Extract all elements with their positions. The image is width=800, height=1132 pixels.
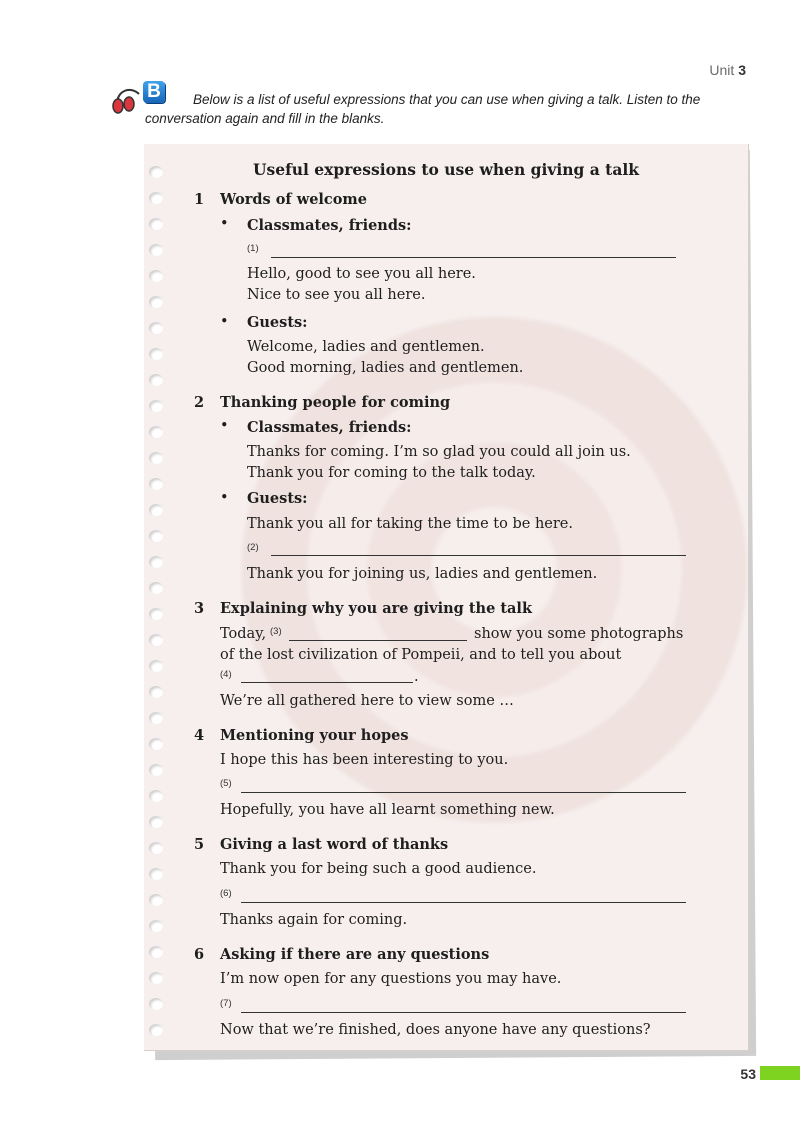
section-number: 2 bbox=[194, 394, 205, 411]
expression-line: I’m now open for any questions you may have. bbox=[220, 971, 562, 987]
punch-hole bbox=[149, 582, 163, 594]
expression-line: Thank you for coming to the talk today. bbox=[247, 465, 536, 481]
punch-hole bbox=[149, 504, 163, 516]
page-number: 53 bbox=[740, 1066, 756, 1082]
blank-1[interactable] bbox=[271, 257, 676, 258]
punch-hole bbox=[149, 738, 163, 750]
punch-hole bbox=[149, 400, 163, 412]
punch-hole bbox=[149, 218, 163, 230]
punch-hole bbox=[149, 348, 163, 360]
section-number: 1 bbox=[194, 191, 205, 208]
expression-line: Thank you all for taking the time to be here. bbox=[247, 516, 573, 532]
punch-hole bbox=[149, 894, 163, 906]
card-heading: Useful expressions to use when giving a talk bbox=[252, 160, 640, 179]
expression-line: Hopefully, you have all learnt something new. bbox=[220, 802, 555, 818]
task-instruction: Below is a list of useful expressions that you can use when giving a talk. Listen to the conversation again and fill in the blanks. bbox=[145, 92, 701, 126]
expression-line: of the lost civilization of Pompeii, and to tell you about bbox=[220, 647, 622, 663]
blank-label: (2) bbox=[247, 542, 259, 553]
punch-hole bbox=[149, 842, 163, 854]
blank-4[interactable] bbox=[241, 682, 413, 683]
blank-6[interactable] bbox=[241, 902, 686, 903]
expression-line: Welcome, ladies and gentlemen. bbox=[247, 339, 485, 355]
punch-hole bbox=[149, 270, 163, 282]
punch-hole bbox=[149, 868, 163, 880]
bullet-icon: • bbox=[220, 418, 229, 434]
punch-hole bbox=[149, 608, 163, 620]
period: . bbox=[414, 669, 419, 685]
bullet-label: Classmates, friends: bbox=[247, 419, 412, 436]
bullet-icon: • bbox=[220, 314, 229, 330]
punch-hole bbox=[149, 322, 163, 334]
section-title: Asking if there are any questions bbox=[220, 946, 490, 963]
section-letter-badge: B bbox=[143, 81, 165, 103]
blank-3[interactable] bbox=[289, 640, 467, 641]
punch-hole bbox=[149, 452, 163, 464]
page-accent-bar bbox=[760, 1066, 800, 1080]
punch-hole bbox=[149, 972, 163, 984]
punch-hole bbox=[149, 556, 163, 568]
punch-hole bbox=[149, 764, 163, 776]
punch-hole bbox=[149, 530, 163, 542]
expression-line: Now that we’re finished, does anyone have any questions? bbox=[220, 1022, 651, 1038]
bullet-label: Classmates, friends: bbox=[247, 217, 412, 234]
punch-hole bbox=[149, 660, 163, 672]
expression-line: show you some photographs bbox=[474, 626, 684, 642]
expression-line: Hello, good to see you all here. bbox=[247, 266, 476, 282]
bullet-label: Guests: bbox=[247, 314, 308, 331]
expressions-card bbox=[144, 144, 749, 1051]
expression-line: Today, bbox=[220, 626, 267, 642]
section-number: 4 bbox=[194, 727, 205, 744]
punch-hole bbox=[149, 374, 163, 386]
punch-hole bbox=[149, 816, 163, 828]
blank-label: (1) bbox=[247, 243, 259, 254]
section-title: Giving a last word of thanks bbox=[220, 836, 449, 853]
section-title: Explaining why you are giving the talk bbox=[220, 600, 532, 617]
section-number: 3 bbox=[194, 600, 205, 617]
expression-line: Nice to see you all here. bbox=[247, 287, 426, 303]
punch-hole bbox=[149, 634, 163, 646]
expression-line: Thank you for being such a good audience. bbox=[220, 861, 537, 877]
punch-hole bbox=[149, 790, 163, 802]
punch-hole bbox=[149, 296, 163, 308]
section-number: 5 bbox=[194, 836, 205, 853]
section-title: Words of welcome bbox=[220, 191, 368, 208]
punch-hole bbox=[149, 920, 163, 932]
punch-hole bbox=[149, 1024, 163, 1036]
blank-label: (7) bbox=[220, 998, 232, 1009]
blank-5[interactable] bbox=[241, 792, 686, 793]
expression-line: We’re all gathered here to view some … bbox=[220, 693, 514, 709]
blank-label: (4) bbox=[220, 669, 232, 680]
blank-7[interactable] bbox=[241, 1012, 686, 1013]
section-title: Mentioning your hopes bbox=[220, 727, 409, 744]
expression-line: Good morning, ladies and gentlemen. bbox=[247, 360, 524, 376]
blank-2[interactable] bbox=[271, 555, 686, 556]
expression-line: I hope this has been interesting to you. bbox=[220, 752, 509, 768]
expression-line: Thanks again for coming. bbox=[220, 912, 408, 928]
expression-line: Thank you for joining us, ladies and gentlemen. bbox=[247, 566, 598, 582]
bullet-icon: • bbox=[220, 216, 229, 232]
punch-hole bbox=[149, 478, 163, 490]
bullet-label: Guests: bbox=[247, 490, 308, 507]
section-title: Thanking people for coming bbox=[220, 394, 451, 411]
blank-label: (5) bbox=[220, 778, 232, 789]
punch-hole bbox=[149, 946, 163, 958]
punch-hole bbox=[149, 712, 163, 724]
punch-hole bbox=[149, 686, 163, 698]
expression-line: Thanks for coming. I’m so glad you could all join us. bbox=[247, 444, 631, 460]
section-number: 6 bbox=[194, 946, 205, 963]
punch-hole bbox=[149, 998, 163, 1010]
unit-label: Unit 3 bbox=[709, 62, 746, 78]
punch-hole bbox=[149, 192, 163, 204]
bullet-icon: • bbox=[220, 490, 229, 506]
punch-hole bbox=[149, 426, 163, 438]
punch-hole bbox=[149, 244, 163, 256]
blank-label: (3) bbox=[270, 626, 282, 637]
blank-label: (6) bbox=[220, 888, 232, 899]
